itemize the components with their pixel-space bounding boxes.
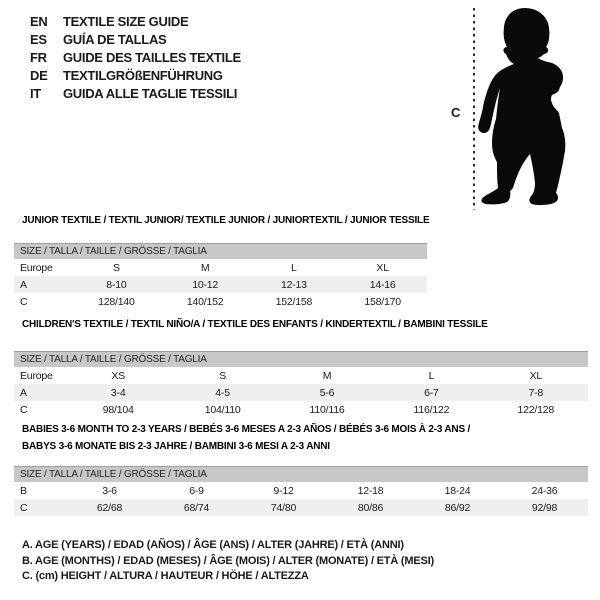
table-cell: 10-12: [192, 278, 219, 291]
table-cell: XS: [111, 369, 125, 382]
table-header: SIZE / TALLA / TAILLE / GRÖSSE / TAGLIA: [14, 351, 588, 367]
row-label: Europe: [20, 261, 53, 274]
section-title-junior: JUNIOR TEXTILE / TEXTIL JUNIOR/ TEXTILE JUNIOR / JUNIORTEXTIL / JUNIOR TESSILE: [22, 215, 430, 226]
table-cell: 3-4: [110, 386, 126, 399]
language-list: [30, 13, 241, 103]
row-label: C: [20, 501, 28, 514]
table-cell: 128/140: [98, 295, 135, 308]
language-row-es: [30, 31, 241, 49]
language-row-it: [30, 85, 241, 103]
size-table-children: [14, 351, 588, 418]
row-label: Europe: [20, 369, 53, 382]
table-cell: 12-18: [357, 484, 384, 497]
language-text: GUIDA ALLE TAGLIE TESSILI: [63, 86, 238, 101]
table-row: [14, 482, 588, 499]
language-text: GUÍA DE TALLAS: [63, 32, 167, 47]
table-cell: 4-5: [215, 386, 230, 399]
table-cell: 9-12: [273, 484, 294, 497]
table-cell: L: [291, 261, 297, 274]
table-cell: 74/80: [270, 501, 297, 514]
table-row: [14, 293, 427, 310]
table-cell: 7-8: [528, 386, 544, 399]
footnote-a: A. AGE (YEARS) / EDAD (AÑOS) / ÂGE (ANS) / ALTER (JAHRE) / ETÀ (ANNI): [22, 539, 404, 551]
table-cell: 8-10: [106, 278, 127, 291]
table-row: [14, 259, 427, 276]
table-cell: 152/158: [275, 295, 313, 308]
language-row-fr: [30, 49, 241, 67]
language-text: TEXTILE SIZE GUIDE: [63, 14, 189, 29]
table-cell: L: [428, 369, 435, 382]
language-row-en: [30, 13, 241, 31]
row-label: C: [20, 295, 28, 308]
table-cell: 86/92: [444, 501, 471, 514]
table-row: [14, 367, 588, 384]
table-header: SIZE / TALLA / TAILLE / GRÖSSE / TAGLIA: [14, 466, 588, 482]
language-code: EN: [30, 14, 48, 29]
section-title-babies-line2: BABYS 3-6 MONATE BIS 2-3 JAHRE / BAMBINI 3-6 MESI A 2-3 ANNI: [22, 441, 330, 452]
table-cell: S: [219, 369, 226, 382]
footnotes: [22, 538, 434, 585]
language-text: GUIDE DES TAILLES TEXTILE: [63, 50, 241, 65]
table-row: [14, 384, 588, 401]
table-cell: 14-16: [369, 278, 396, 291]
table-row: [14, 401, 588, 418]
table-cell: 62/68: [96, 501, 123, 514]
table-cell: 158/170: [364, 295, 401, 308]
height-measure-dashed-line: [473, 8, 475, 210]
table-cell: 140/152: [186, 295, 224, 308]
height-measure-label: C: [451, 105, 461, 120]
table-cell: XL: [529, 369, 543, 382]
table-cell: S: [112, 261, 120, 274]
footnote-c: C. (cm) HEIGHT / ALTURA / HAUTEUR / HÖHE / ALTEZZA: [22, 570, 309, 582]
table-cell: M: [200, 261, 210, 274]
baby-silhouette-icon: [476, 7, 588, 213]
table-cell: 24-36: [531, 484, 558, 497]
table-cell: XL: [376, 261, 389, 274]
table-row: [14, 276, 427, 293]
table-cell: 98/104: [102, 403, 134, 416]
language-code: DE: [30, 68, 48, 83]
row-label: A: [20, 278, 27, 291]
language-code: IT: [30, 86, 41, 101]
table-header: SIZE / TALLA / TAILLE / GRÖSSE / TAGLIA: [14, 243, 427, 259]
row-label: B: [20, 484, 27, 497]
table-cell: 110/116: [309, 403, 345, 416]
table-cell: 68/74: [183, 501, 210, 514]
table-cell: 12-13: [280, 278, 307, 291]
language-row-de: [30, 67, 241, 85]
table-cell: 5-6: [319, 386, 335, 399]
section-title-children: CHILDREN'S TEXTILE / TEXTIL NIÑO/A / TEXTILE DES ENFANTS / KINDERTEXTIL / BAMBINI TESSILE: [22, 319, 488, 330]
size-table-junior: [14, 243, 427, 310]
row-label: C: [20, 403, 28, 416]
table-cell: 116/122: [413, 403, 450, 416]
table-cell: 122/128: [517, 403, 555, 416]
table-cell: 92/98: [531, 501, 558, 514]
language-code: FR: [30, 50, 47, 65]
language-code: ES: [30, 32, 47, 47]
section-title-babies-line1: BABIES 3-6 MONTH TO 2-3 YEARS / BEBÉS 3-6 MESES A 2-3 AÑOS / BÉBÉS 3-6 MOIS À 2-3 ANS /: [22, 424, 471, 435]
table-cell: 80/86: [357, 501, 384, 514]
table-cell: 6-7: [424, 386, 439, 399]
language-text: TEXTILGRÖßENFÜHRUNG: [63, 68, 223, 83]
table-row: [14, 499, 588, 516]
table-cell: 6-9: [189, 484, 204, 497]
table-cell: 3-6: [102, 484, 117, 497]
table-cell: M: [322, 369, 332, 382]
table-cell: 104/110: [204, 403, 241, 416]
table-cell: 18-24: [444, 484, 471, 497]
row-label: A: [20, 386, 27, 399]
footnote-b: B. AGE (MONTHS) / EDAD (MESES) / ÂGE (MOIS) / ALTER (MONATE) / ETÀ (MESI): [22, 554, 434, 567]
size-table-babies: [14, 466, 588, 516]
